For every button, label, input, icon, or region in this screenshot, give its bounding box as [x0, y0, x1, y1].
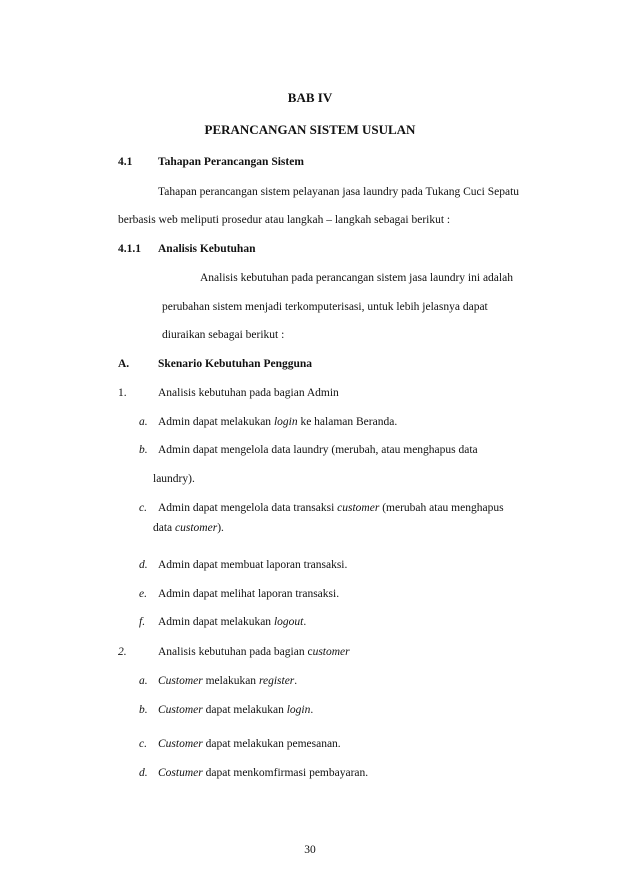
chapter-heading: BAB IV — [287, 90, 333, 105]
section-a-letter: A. — [118, 358, 130, 370]
chapter-title: PERANCANGAN SISTEM USULAN — [204, 122, 416, 137]
customer-item-b-letter: b. — [139, 704, 148, 716]
customer-item-d: Costumer dapat menkomfirmasi pembayaran. — [158, 767, 369, 779]
admin-item-f: Admin dapat melakukan logout. — [158, 616, 307, 628]
customer-number: 2. — [118, 646, 127, 658]
admin-item-a: Admin dapat melakukan login ke halaman Beranda. — [158, 416, 398, 428]
admin-item-d-letter: d. — [139, 559, 148, 571]
page-number: 30 — [304, 844, 316, 856]
admin-item-e: Admin dapat melihat laporan transaksi. — [158, 588, 340, 600]
admin-number: 1. — [118, 387, 127, 399]
admin-item-b-line-2: laundry). — [153, 473, 195, 485]
customer-item-c-letter: c. — [139, 738, 147, 750]
customer-item-a: Customer melakukan register. — [158, 675, 298, 687]
admin-item-f-letter: f. — [139, 616, 146, 628]
intro-line-1: Tahapan perancangan sistem pelayanan jasa laundry pada Tukang Cuci Sepatu — [158, 186, 520, 198]
customer-title: Analisis kebutuhan pada bagian customer — [158, 646, 350, 658]
customer-item-a-letter: a. — [139, 675, 148, 687]
admin-item-c-letter: c. — [139, 502, 147, 514]
customer-item-d-letter: d. — [139, 767, 148, 779]
admin-item-b-line-1: Admin dapat mengelola data laundry (merubah, atau menghapus data — [158, 444, 478, 456]
section-a-title: Skenario Kebutuhan Pengguna — [158, 358, 313, 370]
section-4-1-1-number: 4.1.1 — [118, 243, 141, 255]
admin-item-a-letter: a. — [139, 416, 148, 428]
admin-title: Analisis kebutuhan pada bagian Admin — [158, 387, 339, 399]
intro-line-2: berbasis web meliputi prosedur atau langkah – langkah sebagai berikut : — [118, 214, 451, 226]
admin-item-d: Admin dapat membuat laporan transaksi. — [158, 559, 348, 571]
admin-item-e-letter: e. — [139, 588, 147, 600]
section-4-1-number: 4.1 — [118, 156, 133, 168]
admin-item-c-line-1: Admin dapat mengelola data transaksi customer (merubah atau menghapus — [158, 502, 504, 514]
analysis-line-1: Analisis kebutuhan pada perancangan sistem jasa laundry ini adalah — [200, 272, 513, 284]
analysis-line-2: perubahan sistem menjadi terkomputerisasi, untuk lebih jelasnya dapat — [162, 301, 488, 313]
customer-item-c: Customer dapat melakukan pemesanan. — [158, 738, 341, 750]
section-4-1-1-title: Analisis Kebutuhan — [158, 243, 256, 255]
analysis-line-3: diuraikan sebagai berikut : — [162, 329, 285, 341]
admin-item-c-line-2: data customer). — [153, 522, 224, 534]
section-4-1-title: Tahapan Perancangan Sistem — [158, 156, 304, 168]
admin-item-b-letter: b. — [139, 444, 148, 456]
customer-item-b: Customer dapat melakukan login. — [158, 704, 314, 716]
